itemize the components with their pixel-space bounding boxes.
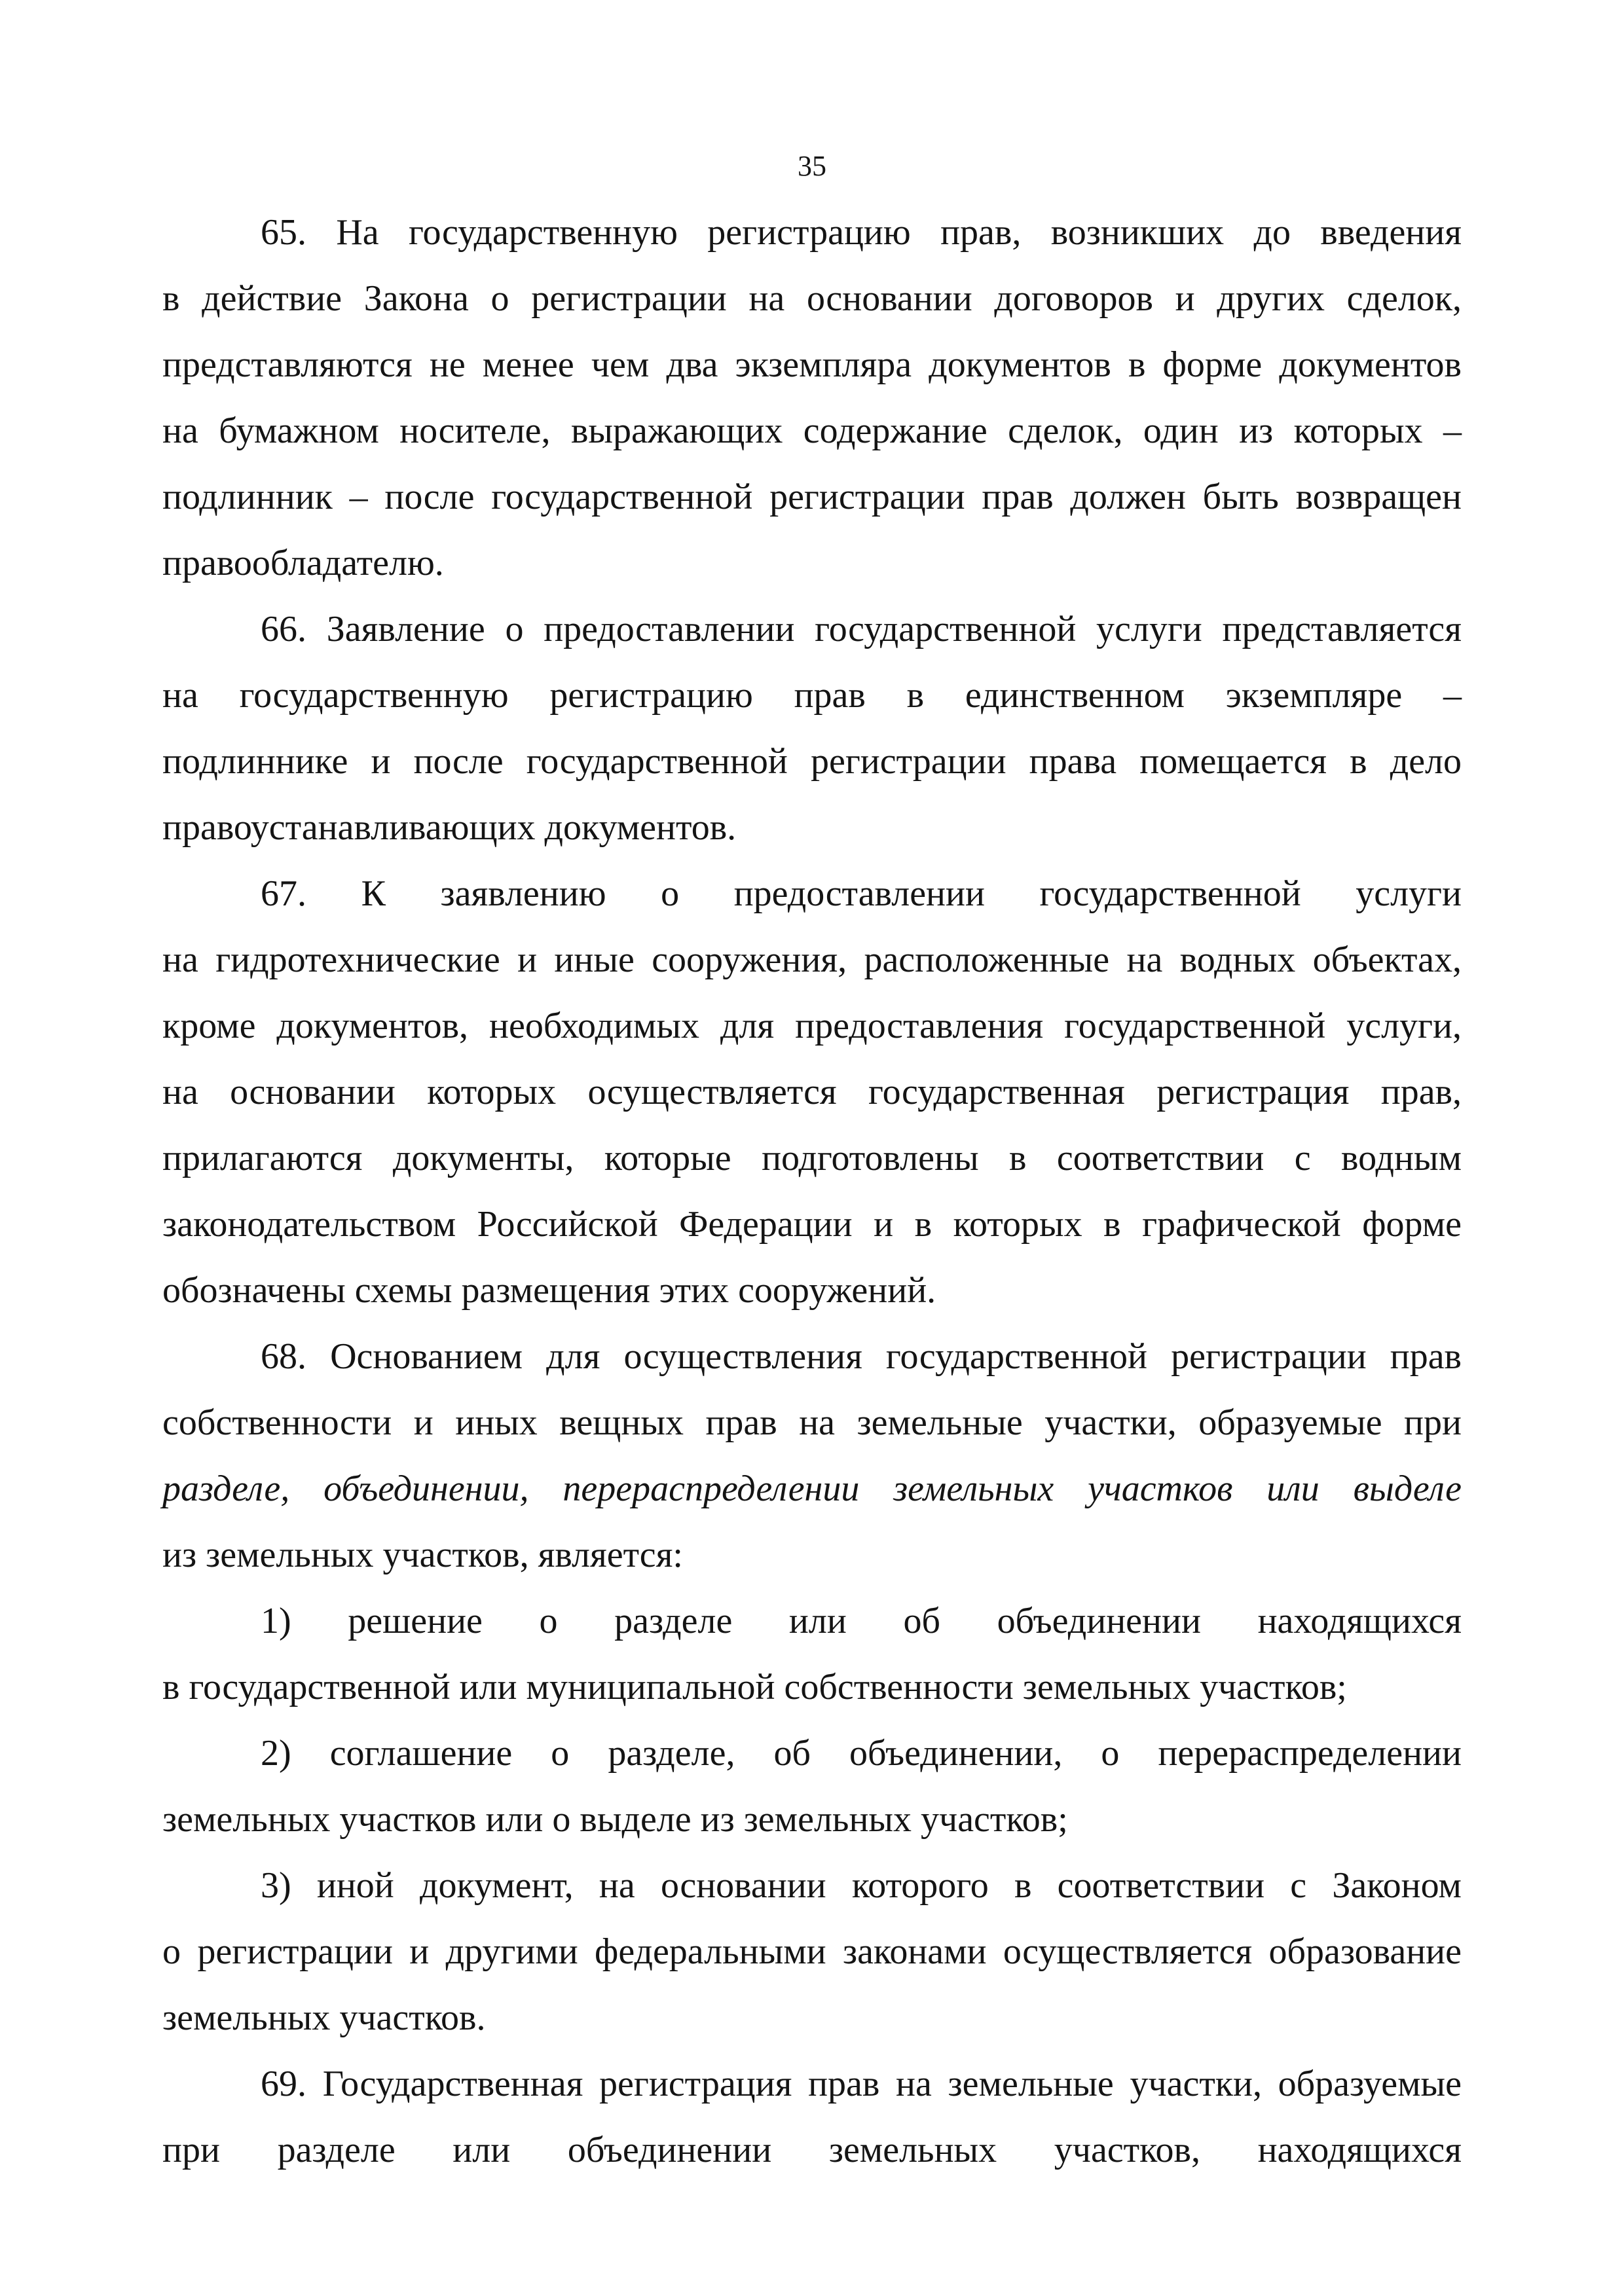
text-line: правоустанавливающих документов. (162, 807, 737, 848)
paragraph-66 (162, 596, 1462, 861)
text-line: о регистрации и другими федеральными законами осуществляется образование (162, 1931, 1462, 1972)
text-line: прилагаются документы, которые подготовлены в соответствии с водным (162, 1138, 1462, 1178)
text-line: подлинник – после государственной регистрации прав должен быть возвращен (162, 477, 1462, 517)
text-line: 2) соглашение о разделе, об объединении, о перераспределении (261, 1733, 1462, 1774)
list-item-3 (162, 1853, 1462, 2051)
text-line: на государственную регистрацию прав в единственном экземпляре – (162, 675, 1462, 716)
text-line: на бумажном носителе, выражающих содержание сделок, один из которых – (162, 410, 1462, 451)
paragraph-67 (162, 861, 1462, 1324)
list-item-2 (162, 1721, 1462, 1853)
text-line: земельных участков. (162, 1997, 486, 2038)
list-item-1 (162, 1588, 1462, 1721)
text-line: 66. Заявление о предоставлении государственной услуги представляется (261, 609, 1462, 649)
text-line: 67. К заявлению о предоставлении государственной услуги (261, 873, 1462, 914)
text-line-italic: разделе, объединении, перераспределении земельных участков или выделе (162, 1468, 1462, 1509)
text-line: представляются не менее чем два экземпляра документов в форме документов (162, 344, 1462, 385)
page-number: 35 (798, 150, 826, 182)
text-line: 65. На государственную регистрацию прав, возникших до введения (261, 212, 1462, 253)
paragraph-65 (162, 200, 1462, 596)
text-line: обозначены схемы размещения этих сооружений. (162, 1270, 936, 1311)
document-body (162, 200, 1462, 2183)
text-line: из земельных участков, является: (162, 1535, 683, 1575)
text-line: на гидротехнические и иные сооружения, расположенные на водных объектах, (162, 939, 1462, 980)
text-line: 68. Основанием для осуществления государственной регистрации прав (261, 1336, 1462, 1377)
text-line: земельных участков или о выделе из земельных участков; (162, 1799, 1068, 1840)
text-line: собственности и иных вещных прав на земельные участки, образуемые при (162, 1402, 1462, 1443)
paragraph-69 (162, 2051, 1462, 2183)
text-line: в действие Закона о регистрации на основании договоров и других сделок, (162, 278, 1462, 319)
text-line: 69. Государственная регистрация прав на земельные участки, образуемые (261, 2064, 1462, 2104)
paragraph-68 (162, 1324, 1462, 1588)
text-line: подлиннике и после государственной регистрации права помещается в дело (162, 741, 1462, 782)
text-line: законодательством Российской Федерации и в которых в графической форме (162, 1204, 1462, 1245)
text-line: на основании которых осуществляется государственная регистрация прав, (162, 1072, 1462, 1112)
text-line: 3) иной документ, на основании которого в соответствии с Законом (261, 1865, 1462, 1906)
text-line: 1) решение о разделе или об объединении находящихся (261, 1601, 1462, 1641)
text-line: кроме документов, необходимых для предоставления государственной услуги, (162, 1006, 1462, 1046)
text-line: при разделе или объединении земельных участков, находящихся (162, 2130, 1462, 2170)
text-line: правообладателю. (162, 543, 444, 583)
text-line: в государственной или муниципальной собственности земельных участков; (162, 1667, 1347, 1707)
